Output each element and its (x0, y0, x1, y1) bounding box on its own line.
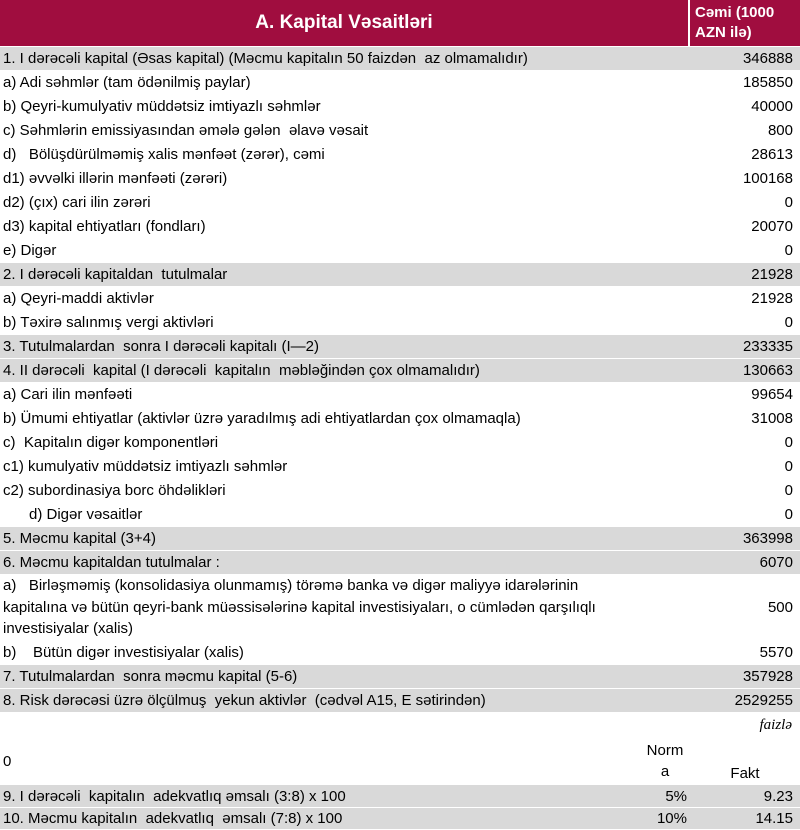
row-value: 31008 (751, 410, 793, 427)
row-value: 0 (784, 506, 793, 523)
row-label-cell (0, 146, 688, 163)
row-label: c2) subordinasiya borc öhdəlikləri (3, 482, 226, 499)
row-value: 363998 (742, 530, 793, 547)
row-label-cell (0, 314, 688, 331)
table-row (0, 478, 800, 502)
row-label: e) Digər (3, 242, 57, 259)
row-label-cell (0, 506, 688, 523)
row-label: d1) əvvəlki illərin mənfəəti (zərəri) (3, 170, 228, 187)
row-label-cell (0, 668, 688, 685)
stray-zero: 0 (3, 752, 12, 770)
row-label: a) Cari ilin mənfəəti (3, 386, 133, 403)
ratio-row-label: 9. I dərəcəli kapitalın adekvatlıq əmsalı (3:8) x 100 (3, 787, 346, 805)
table-row (0, 118, 800, 142)
row-value: 99654 (751, 386, 793, 403)
amount-column-header: Cəmi (1000 AZN ilə) (688, 0, 800, 46)
table-row (0, 574, 800, 640)
table-row (0, 70, 800, 94)
row-label: a) Adi səhmlər (tam ödənilmiş paylar) (3, 74, 251, 91)
row-label: d) Bölüşdürülməmiş xalis mənfəət (zərər), cəmi (3, 146, 325, 163)
ratio-row (0, 784, 800, 807)
row-label: 3. Tutulmalardan sonra I dərəcəli kapitalı (I—2) (3, 338, 319, 355)
table-header (0, 0, 800, 46)
row-label-cell (0, 74, 688, 91)
row-label: b) Təxirə salınmış vergi aktivləri (3, 314, 214, 331)
table-row (0, 166, 800, 190)
row-label: a) Birləşməmiş (konsolidasiya olunmamış) törəmə banka və digər maliyyə idarələrinin kapitalına və bütün qeyri-bank müəssisələrinə kapital investisiyaları, o cümlədən qarşılıqlı investisiyalar (xalis) (3, 577, 600, 638)
ratio-row (0, 807, 800, 830)
table-row (0, 94, 800, 118)
row-label: 8. Risk dərəcəsi üzrə ölçülmuş yekun aktivlər (cədvəl A15, E sətirindən) (3, 692, 486, 709)
table-row (0, 664, 800, 688)
row-value: 28613 (751, 146, 793, 163)
row-label-cell (0, 338, 688, 355)
row-label: c) Kapitalın digər komponentləri (3, 434, 219, 451)
stray-zero-cell (0, 738, 600, 784)
row-label-cell (0, 194, 688, 211)
row-label-cell (0, 266, 688, 283)
row-label-cell (0, 98, 688, 115)
row-value: 0 (784, 458, 793, 475)
row-label: b) Bütün digər investisiyalar (xalis) (3, 644, 244, 661)
row-label-cell (0, 458, 688, 475)
table-row (0, 526, 800, 550)
row-label: d) Digər vəsaitlər (29, 506, 143, 523)
row-label: 5. Məcmu kapital (3+4) (3, 530, 156, 547)
unit-note-row (0, 712, 800, 738)
row-label: c1) kumulyativ müddətsiz imtiyazlı səhmlər (3, 458, 288, 475)
row-label-cell (0, 50, 688, 67)
row-label-cell (0, 242, 688, 259)
row-label: d2) (çıx) cari ilin zərəri (3, 194, 151, 211)
row-value: 2529255 (734, 692, 793, 709)
table-row (0, 46, 800, 70)
row-label: 7. Tutulmalardan sonra məcmu kapital (5-6) (3, 668, 298, 685)
table-row (0, 262, 800, 286)
norma-column-header-cell (600, 738, 690, 784)
fakt-column-header-cell (690, 738, 800, 784)
row-value: 800 (767, 122, 793, 139)
table-row (0, 382, 800, 406)
fakt-column-header: Fakt (730, 765, 760, 782)
row-label-cell (0, 410, 688, 427)
table-row (0, 358, 800, 382)
row-label-cell (0, 554, 688, 571)
ratio-row-fakt-value: 14.15 (755, 810, 793, 827)
row-label-cell (0, 218, 688, 235)
table-row (0, 454, 800, 478)
row-value: 5570 (759, 644, 793, 661)
table-row (0, 142, 800, 166)
row-value: 185850 (742, 74, 793, 91)
norma-column-header: Norma (646, 742, 684, 780)
row-value: 0 (784, 194, 793, 211)
table-title: A. Kapital Vəsaitləri (255, 12, 433, 33)
row-label: c) Səhmlərin emissiyasından əmələ gələn əlavə vəsait (3, 122, 369, 139)
table-row (0, 190, 800, 214)
row-value: 0 (784, 314, 793, 331)
row-value: 100168 (742, 170, 793, 187)
row-label-cell (0, 170, 688, 187)
ratio-row-fakt-value: 9.23 (763, 787, 793, 805)
row-label: 6. Məcmu kapitaldan tutulmalar : (3, 554, 220, 571)
table-row (0, 430, 800, 454)
row-label: 2. I dərəcəli kapitaldan tutulmalar (3, 266, 228, 283)
row-label-cell (0, 692, 688, 709)
row-value: 500 (767, 599, 793, 616)
table-row (0, 688, 800, 712)
row-value: 346888 (742, 50, 793, 67)
row-value: 21928 (751, 290, 793, 307)
row-value: 40000 (751, 98, 793, 115)
ratio-rows (0, 784, 800, 830)
row-value: 21928 (751, 266, 793, 283)
row-value: 0 (784, 242, 793, 259)
row-value: 20070 (751, 218, 793, 235)
row-label: a) Qeyri-maddi aktivlər (3, 290, 154, 307)
row-value: 6070 (759, 554, 793, 571)
table-row (0, 310, 800, 334)
row-label-cell (0, 290, 688, 307)
row-label: b) Ümumi ehtiyatlar (aktivlər üzrə yaradılmış adi ehtiyatlardan çox olmamaqla) (3, 410, 521, 427)
row-label: 1. I dərəcəli kapital (Əsas kapital) (Məcmu kapitalın 50 faizdən az olmamalıdır) (3, 50, 528, 67)
table-body (0, 46, 800, 712)
row-label-cell (0, 434, 688, 451)
ratio-row-norma-value: 5% (665, 787, 687, 805)
row-label-cell (0, 362, 688, 379)
table-row (0, 238, 800, 262)
row-value: 0 (784, 434, 793, 451)
row-label: d3) kapital ehtiyatları (fondları) (3, 218, 206, 235)
row-value: 0 (784, 482, 793, 499)
table-row (0, 640, 800, 664)
row-label-cell (0, 122, 688, 139)
row-value: 130663 (742, 362, 793, 379)
row-value: 233335 (742, 338, 793, 355)
table-row (0, 286, 800, 310)
row-label-cell (0, 530, 688, 547)
ratio-row-label: 10. Məcmu kapitalın adekvatlıq əmsalı (7:8) x 100 (3, 810, 343, 827)
ratio-row-norma-value: 10% (656, 810, 687, 827)
row-label-cell (0, 482, 688, 499)
row-label: 4. II dərəcəli kapital (I dərəcəli kapitalın məbləğindən çox olmamalıdır) (3, 362, 480, 379)
row-label-cell (0, 644, 688, 661)
row-label-cell (0, 386, 688, 403)
row-label: b) Qeyri-kumulyativ müddətsiz imtiyazlı səhmlər (3, 98, 321, 115)
table-row (0, 214, 800, 238)
row-value: 357928 (742, 668, 793, 685)
unit-note: faizlə (759, 716, 792, 733)
ratio-header-row (0, 738, 800, 784)
table-row (0, 406, 800, 430)
table-row (0, 550, 800, 574)
row-label-cell (0, 575, 688, 640)
table-row (0, 334, 800, 358)
table-row (0, 502, 800, 526)
